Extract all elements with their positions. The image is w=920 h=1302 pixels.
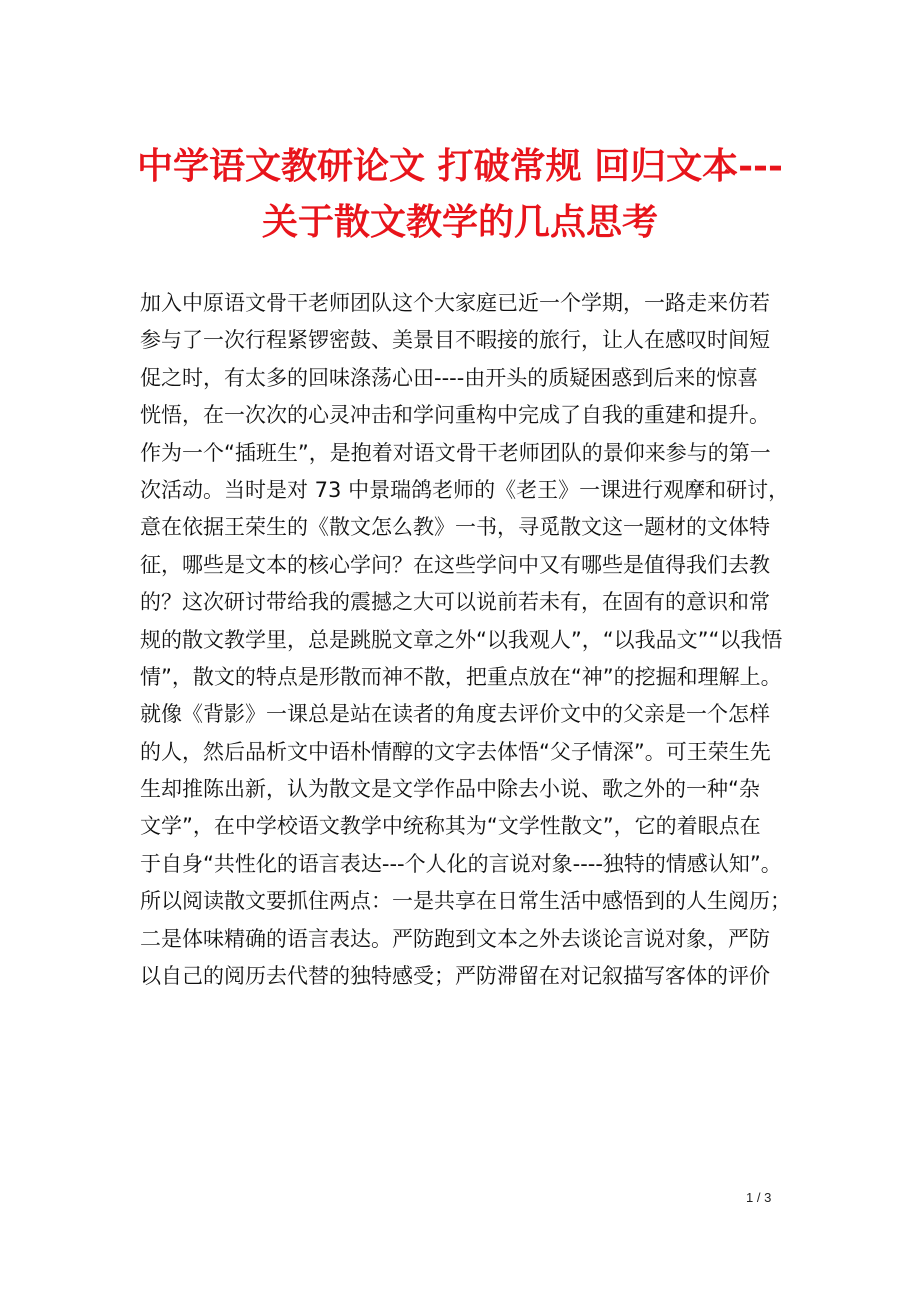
body-line: 就像《背影》一课总是站在读者的角度去评价文中的父亲是一个怎样: [140, 702, 770, 727]
body-line: 作为一个“插班生”，是抱着对语文骨干老师团队的景仰来参与的第一: [140, 440, 771, 465]
body-line: 以自己的阅历去代替的独特感受；严防滞留在对记叙描写客体的评价: [140, 964, 770, 989]
body-line: 恍悟，在一次次的心灵冲击和学问重构中完成了自我的重建和提升。: [140, 403, 770, 428]
document-title-line-1: 中学语文教研论文 打破常规 回归文本---: [137, 145, 783, 187]
body-line: 加入中原语文骨干老师团队这个大家庭已近一个学期，一路走来仿若: [140, 291, 770, 315]
body-line: 生却推陈出新，认为散文是文学作品中除去小说、歌之外的一种“杂: [140, 777, 760, 802]
body-line: 于自身“共性化的语言表达---个人化的言说对象----独特的情感认知”。: [140, 851, 782, 876]
body-line: 促之时，有太多的回味涤荡心田----由开头的质疑困惑到后来的惊喜: [140, 365, 759, 390]
document-body: [140, 285, 791, 995]
body-line: 的？这次研讨带给我的震撼之大可以说前若未有，在固有的意识和常: [140, 590, 770, 615]
body-line: 参与了一次行程紧锣密鼓、美景目不暇接的旅行，让人在感叹时间短: [140, 328, 770, 353]
body-line: 所以阅读散文要抓住两点：一是共享在日常生活中感悟到的人生阅历；: [140, 889, 791, 914]
body-line: 意在依据王荣生的《散文怎么教》一书，寻觅散文这一题材的文体特: [140, 515, 770, 540]
document-title-line-2: 关于散文教学的几点思考: [261, 201, 658, 243]
body-line: 规的散文教学里，总是跳脱文章之外“以我观人”，“以我品文”“以我悟: [140, 627, 783, 652]
body-line: 的人，然后品析文中语朴情醇的文字去体悟“父子情深”。可王荣生先: [140, 739, 771, 764]
body-line: 征，哪些是文本的核心学问？在这些学问中又有哪些是值得我们去教: [140, 552, 770, 577]
body-line: 次活动。当时是对 73 中景瑞鸽老师的《老王》一课进行观摩和研讨，: [140, 477, 790, 502]
body-line: 文学”，在中学校语文教学中统称其为“文学性散文”，它的着眼点在: [140, 814, 761, 839]
body-line: 二是体味精确的语言表达。严防跑到文本之外去谈论言说对象，严防: [140, 926, 770, 951]
body-line: 情”，散文的特点是形散而神不散，把重点放在“神”的挖掘和理解上。: [140, 664, 782, 689]
page-number: 1 / 3: [746, 1190, 772, 1205]
